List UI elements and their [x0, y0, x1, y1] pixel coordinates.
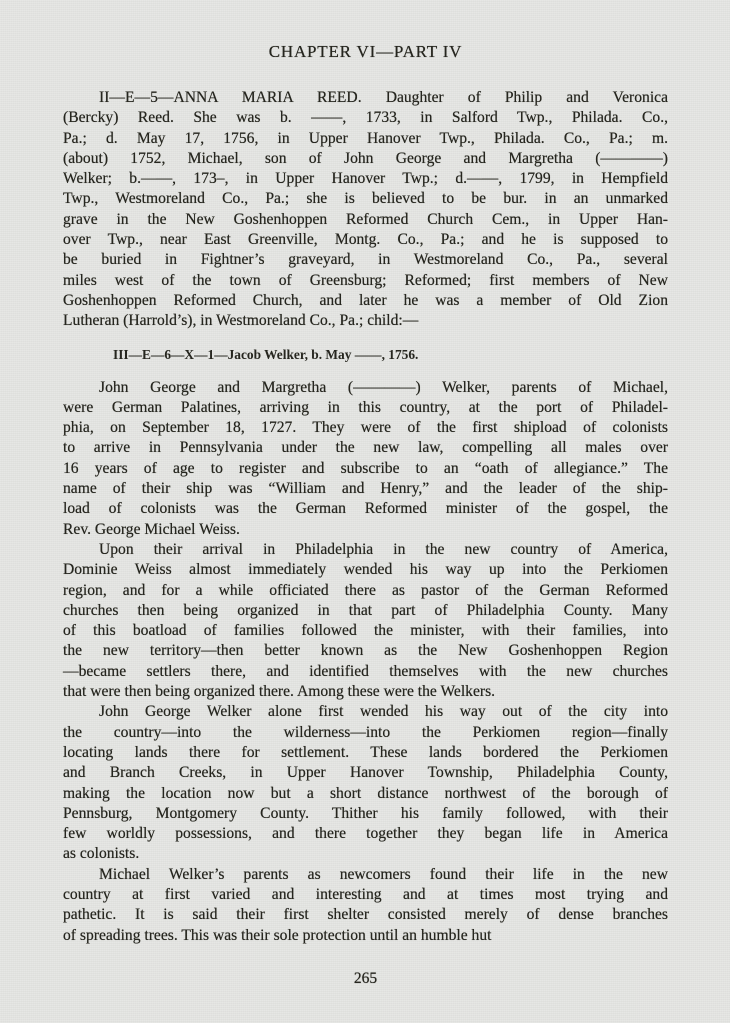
text-line: II—E—5—ANNA MARIA REED. Daughter of Philip and Veronica [99, 89, 668, 106]
text-line: and Branch Creeks, in Upper Hanover Township, Philadelphia County, [63, 764, 668, 782]
text-line: name of their ship was “William and Henry,” and the leader of the ship- [63, 480, 668, 498]
paragraph [63, 378, 668, 540]
text-line: making the location now but a short distance northwest of the borough of [63, 784, 668, 802]
paragraph [63, 865, 668, 946]
text-line: to arrive in Pennsylvania under the new law, compelling all males over [63, 439, 668, 457]
text-line: Twp., Westmoreland Co., Pa.; she is believed to be bur. in an unmarked [63, 190, 668, 208]
text-line: locating lands there for settlement. These lands bordered the Perkiomen [63, 743, 668, 761]
text-line: load of colonists was the German Reformed minister of the gospel, the [63, 500, 668, 518]
text-line: Pa.; d. May 17, 1756, in Upper Hanover Twp., Philada. Co., Pa.; m. [63, 129, 668, 147]
text-line: John George Welker alone first wended his way out of the city into [99, 703, 668, 721]
text-line: churches then being organized in that part of Philadelphia County. Many [63, 601, 668, 619]
text-line: Lutheran (Harrold’s), in Westmoreland Co., Pa.; child:— [63, 312, 419, 330]
text-line: Goshenhoppen Reformed Church, and later he was a member of Old Zion [63, 291, 668, 309]
text-line: were German Palatines, arriving in this country, at the port of Philadel- [63, 398, 668, 416]
text-line: pathetic. It is said their first shelter consisted merely of dense branches [63, 906, 668, 924]
paragraph [63, 540, 668, 702]
text-line: grave in the New Goshenhoppen Reformed Church Cem., in Upper Han- [63, 210, 668, 228]
text-line: (Bercky) Reed. She was b. ——, 1733, in Salford Twp., Philada. Co., [63, 109, 668, 127]
text-line: phia, on September 18, 1727. They were of the first shipload of colonists [63, 419, 668, 437]
child-entry [63, 346, 668, 363]
text-line: Upon their arrival in Philadelphia in the new country of America, [99, 540, 668, 558]
text-line: as colonists. [63, 845, 140, 863]
chapter-heading: CHAPTER VI—PART IV [268, 42, 463, 61]
page-number: 265 [353, 969, 378, 987]
text-line: miles west of the town of Greensburg; Reformed; first members of New [63, 271, 668, 289]
text-line: Pennsburg, Montgomery County. Thither his family followed, with their [63, 804, 668, 822]
text-line: of spreading trees. This was their sole protection until an humble hut [63, 926, 492, 944]
paragraph [63, 702, 668, 864]
text-line: be buried in Fightner’s graveyard, in Westmoreland Co., Pa., several [63, 251, 668, 269]
text-line: John George and Margretha (————) Welker, parents of Michael, [99, 378, 668, 396]
text-line: —became settlers there, and identified themselves with the new churches [63, 662, 668, 680]
text-line: 16 years of age to register and subscribe to an “oath of allegiance.” The [63, 459, 668, 477]
text-block [63, 88, 668, 946]
text-line: (about) 1752, Michael, son of John George and Margretha (————) [63, 149, 668, 167]
text-line: Dominie Weiss almost immediately wended his way up into the Perkiomen [63, 561, 668, 579]
text-line: Rev. George Michael Weiss. [63, 520, 240, 538]
text-line: few worldly possessions, and there together they began life in America [63, 825, 668, 843]
text-line: Welker; b.——, 173–, in Upper Hanover Twp.; d.——, 1799, in Hempfield [63, 170, 668, 188]
text-line: over Twp., near East Greenville, Montg. Co., Pa.; and he is supposed to [63, 231, 668, 249]
text-line: the country—into the wilderness—into the Perkiomen region—finally [63, 723, 668, 741]
text-line: of this boatload of families followed the minister, with their families, into [63, 622, 668, 640]
paragraph [63, 88, 668, 332]
text-line: country at first varied and interesting and at times most trying and [63, 885, 668, 903]
text-line: the new territory—then better known as the New Goshenhoppen Region [63, 642, 668, 660]
text-line: III—E—6—X—1—Jacob Welker, b. May ——, 1756. [113, 346, 419, 362]
text-line: Michael Welker’s parents as newcomers found their life in the new [99, 865, 668, 883]
text-line: region, and for a while officiated there as pastor of the German Reformed [63, 581, 668, 599]
text-line: that were then being organized there. Among these were the Welkers. [63, 683, 496, 701]
